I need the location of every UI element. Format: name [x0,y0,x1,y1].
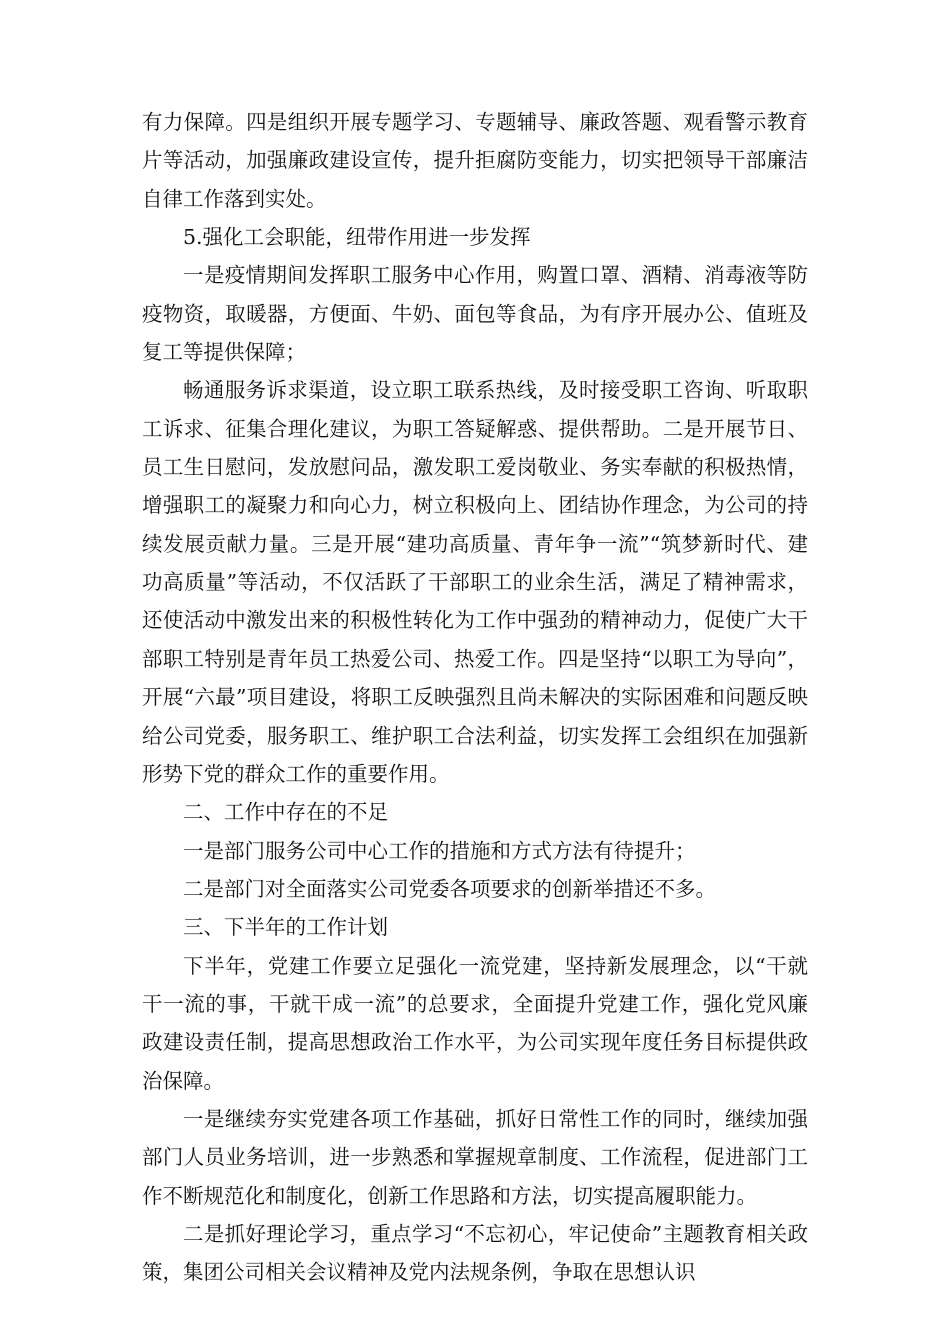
section-heading-plan: 三、下半年的工作计划 [183,915,388,940]
paragraph-plan-2: 二是抓好理论学习，重点学习“不忘初心，牢记使命”主题教育相关政策，集团公司相关会议精神及党内法规条例，争取在思想认识 [142,1221,808,1285]
paragraph-epidemic-service: 一是疫情期间发挥职工服务中心作用，购置口罩、酒精、消毒液等防疫物资，取暖器，方便面、牛奶、面包等食品，为有序开展办公、值班及复工等提供保障； [142,263,808,365]
paragraph-shortcoming-1: 一是部门服务公司中心工作的措施和方式方法有待提升； [183,838,696,863]
section-heading-union: 5.强化工会职能，纽带作用进一步发挥 [183,225,531,250]
paragraph-service-channels: 畅通服务诉求渠道，设立职工联系热线，及时接受职工咨询、听取职工诉求、征集合理化建议，为职工答疑解惑、提供帮助。二是开展节日、员工生日慰问，发放慰问品，激发职工爱岗敬业、务实奉献的积极热情，增强职工的凝聚力和向心力，树立积极向上、团结协作理念，为公司的持续发展贡献力量。三是开展“建功高质量、青年争一流”“筑梦新时代、建功高质量”等活动，不仅活跃了干部职工的业余生活，满足了精神需求，还使活动中激发出来的积极性转化为工作中强劲的精神动力，促使广大干部职工特别是青年员工热爱公司、热爱工作。四是坚持“以职工为导向”，开展“六最”项目建设，将职工反映强烈且尚未解决的实际困难和问题反映给公司党委，服务职工、维护职工合法利益，切实发挥工会组织在加强新形势下党的群众工作的重要作用。 [142,378,808,786]
document-body [142,103,808,1292]
section-heading-shortcomings: 二、工作中存在的不足 [183,800,388,825]
paragraph-shortcoming-2: 二是部门对全面落实公司党委各项要求的创新举措还不多。 [183,876,716,901]
paragraph-plan-intro: 下半年，党建工作要立足强化一流党建，坚持新发展理念，以“干就干一流的事，干就干成一流”的总要求，全面提升党建工作，强化党风廉政建设责任制，提高思想政治工作水平，为公司实现年度任务目标提供政治保障。 [142,953,808,1093]
paragraph-continuation: 有力保障。四是组织开展专题学习、专题辅导、廉政答题、观看警示教育片等活动，加强廉政建设宣传，提升拒腐防变能力，切实把领导干部廉洁自律工作落到实处。 [142,110,808,211]
paragraph-plan-1: 一是继续夯实党建各项工作基础，抓好日常性工作的同时，继续加强部门人员业务培训，进一步熟悉和掌握规章制度、工作流程，促进部门工作不断规范化和制度化，创新工作思路和方法，切实提高履职能力。 [142,1106,808,1208]
